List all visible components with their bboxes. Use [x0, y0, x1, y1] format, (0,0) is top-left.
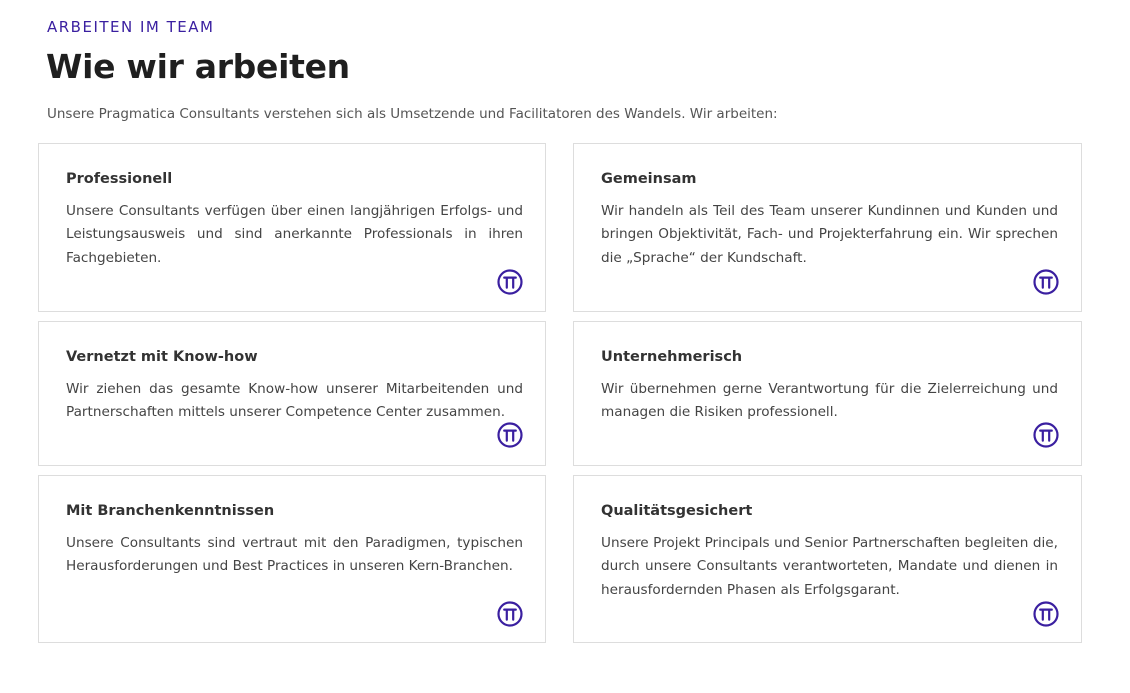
card-text: Wir ziehen das gesamte Know-how unserer Mitarbeitenden und Partnerschaften mittels unserer Competence Center zusammen. [66, 381, 523, 421]
pi-logo-icon [497, 269, 523, 295]
card-unternehmerisch [573, 321, 1082, 466]
section-eyebrow: ARBEITEN IM TEAM [47, 18, 215, 36]
card-heading: Mit Branchenkenntnissen [66, 503, 275, 519]
card-heading: Professionell [66, 171, 173, 187]
card-text: Unsere Consultants verfügen über einen langjährigen Erfolgs- und Leistungsausweis und sind anerkannte Professionals in ihren Fachgebieten. [66, 203, 523, 266]
card-vernetzt-mit-know-how [38, 321, 546, 466]
card-heading: Unternehmerisch [601, 349, 743, 365]
card-text: Wir übernehmen gerne Verantwortung für die Zielerreichung und managen die Risiken professionell. [601, 381, 1058, 421]
section-intro: Unsere Pragmatica Consultants verstehen sich als Umsetzende und Facilitatoren des Wandels. Wir arbeiten: [47, 106, 778, 122]
pi-logo-icon [1033, 269, 1059, 295]
card-mit-branchenkenntnissen [38, 475, 546, 643]
section-title: Wie wir arbeiten [46, 47, 350, 86]
card-heading: Vernetzt mit Know-how [66, 349, 258, 365]
card-qualitaetsgesichert [573, 475, 1082, 643]
card-text: Unsere Projekt Principals und Senior Partnerschaften begleiten die, durch unsere Consultants verantworteten, Mandate und dienen in herausfordernden Phasen als Erfolgsgarant. [601, 535, 1058, 598]
pi-logo-icon [497, 422, 523, 448]
card-text: Unsere Consultants sind vertraut mit den Paradigmen, typischen Herausforderungen und Best Practices in unseren Kern-Branchen. [66, 535, 523, 575]
pi-logo-icon [1033, 601, 1059, 627]
pi-logo-icon [1033, 422, 1059, 448]
card-text: Wir handeln als Teil des Team unserer Kundinnen und Kunden und bringen Objektivität, Fach- und Projekterfahrung ein. Wir sprechen die „Sprache“ der Kundschaft. [601, 203, 1058, 266]
card-professionell [38, 143, 546, 312]
pi-logo-icon [497, 601, 523, 627]
card-heading: Qualitätsgesichert [601, 503, 753, 519]
card-gemeinsam [573, 143, 1082, 312]
card-heading: Gemeinsam [601, 171, 697, 187]
